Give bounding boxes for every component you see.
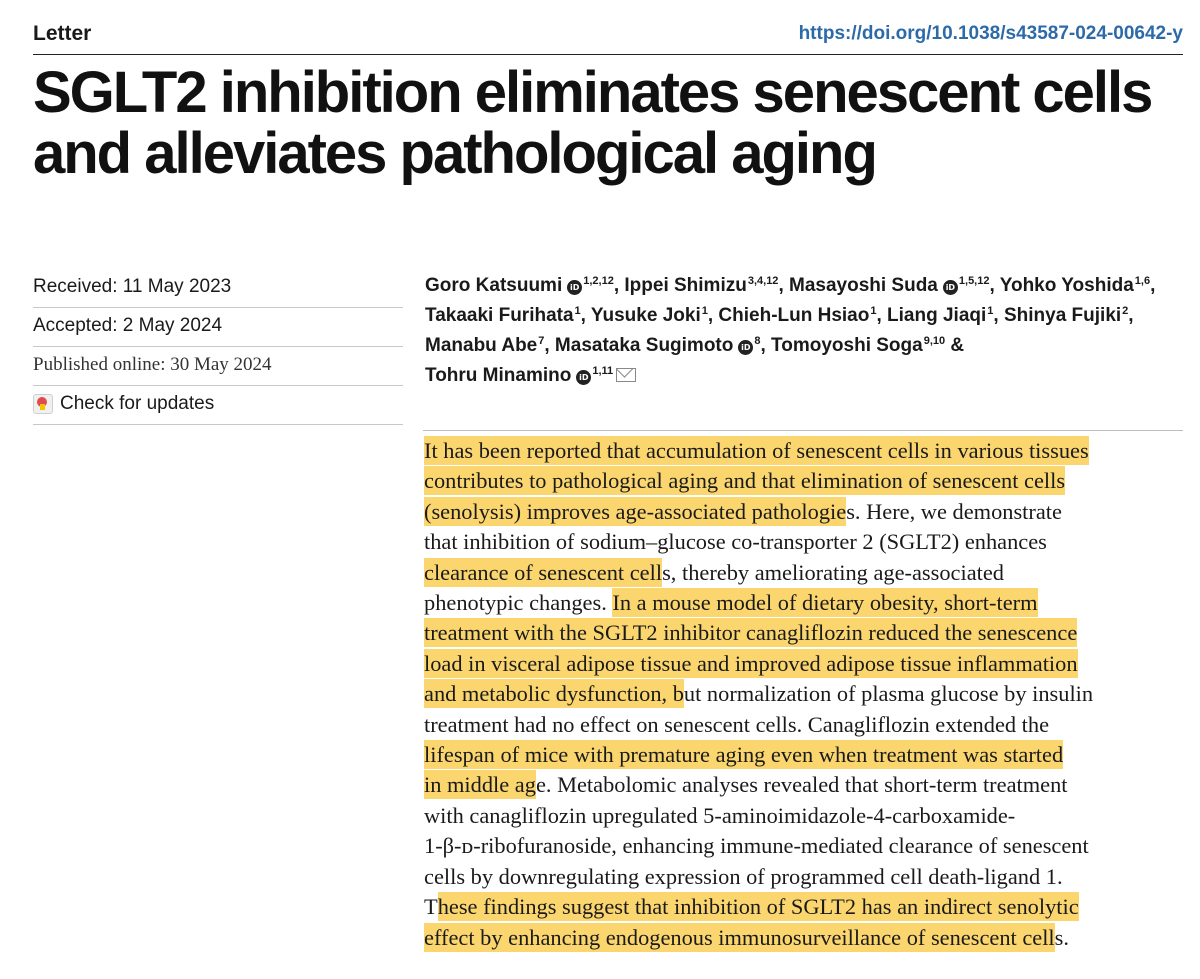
author-line-2	[425, 302, 1185, 332]
author-name[interactable]: Tohru Minamino	[425, 365, 572, 386]
abstract-line: with canagliflozin upregulated 5-aminoimidazole-4-carboxamide-	[424, 802, 1016, 828]
abstract-line	[424, 588, 1189, 618]
affiliation-sup[interactable]: 1	[574, 305, 581, 317]
abstract-line	[424, 679, 1189, 709]
author-name[interactable]: Takaaki Furihata	[425, 305, 574, 326]
check-for-updates-label: Check for updates	[60, 393, 215, 414]
top-bar	[33, 22, 1183, 55]
highlighted-text: contributes to pathological aging and that elimination of senescent cells	[424, 468, 1066, 494]
highlighted-text: treatment with the SGLT2 inhibitor canagliflozin reduced the senescence	[424, 620, 1078, 646]
envelope-icon[interactable]	[616, 368, 636, 382]
affiliation-sup[interactable]: 8	[754, 335, 761, 347]
abstract-line	[424, 740, 1189, 770]
abstract-line	[424, 770, 1189, 800]
abstract-text: T	[424, 894, 438, 920]
author-name[interactable]: , Masayoshi Suda	[778, 275, 938, 296]
affiliation-sup[interactable]: 7	[538, 335, 545, 347]
orcid-icon[interactable]: iD	[738, 340, 753, 355]
orcid-icon[interactable]: iD	[943, 280, 958, 295]
author-name[interactable]: , Chieh-Lun Hsiao	[707, 305, 870, 326]
highlighted-text: In a mouse model of dietary obesity, short-term	[612, 590, 1038, 616]
abstract-line	[424, 892, 1189, 922]
published-date: Published online: 30 May 2024	[33, 347, 403, 386]
affiliation-sup[interactable]: 3,4,12	[747, 275, 779, 287]
author-line-4	[425, 362, 1185, 392]
orcid-icon[interactable]: iD	[576, 370, 591, 385]
affiliation-sup[interactable]: 2	[1122, 305, 1129, 317]
received-date: Received: 11 May 2023	[33, 270, 403, 308]
highlighted-text: clearance of senescent cell	[424, 559, 663, 585]
affiliation-sup[interactable]: 1	[870, 305, 877, 317]
abstract-line	[424, 618, 1189, 648]
abstract-text: s.	[1054, 924, 1069, 950]
separator: ,	[1150, 275, 1156, 296]
abstract-text: ut normalization of plasma glucose by insulin	[683, 681, 1094, 707]
author-name[interactable]: Manabu Abe	[425, 335, 538, 356]
abstract-line	[424, 649, 1189, 679]
author-name[interactable]: , Shinya Fujiki	[993, 305, 1122, 326]
affiliation-sup[interactable]: 9,10	[923, 335, 946, 347]
affiliation-sup[interactable]: 1,11	[592, 365, 614, 377]
abstract-line	[424, 497, 1189, 527]
author-line-3	[425, 332, 1185, 362]
title-line-1: SGLT2 inhibition eliminates senescent cells	[33, 60, 1152, 125]
author-name[interactable]: , Masataka Sugimoto	[544, 335, 734, 356]
highlighted-text: load in visceral adipose tissue and improved adipose tissue inflammation	[424, 650, 1078, 676]
author-name[interactable]: Goro Katsuumi	[425, 275, 563, 296]
author-name[interactable]: , Ippei Shimizu	[613, 275, 747, 296]
affiliation-sup[interactable]: 1,2,12	[583, 275, 614, 287]
author-list	[425, 272, 1185, 392]
accepted-date: Accepted: 2 May 2024	[33, 308, 403, 347]
abstract-line	[424, 436, 1189, 466]
author-line-1	[425, 272, 1185, 302]
abstract-line	[424, 923, 1189, 953]
author-name[interactable]: , Tomoyoshi Soga	[760, 335, 923, 356]
author-separator: &	[945, 335, 965, 356]
abstract-divider	[423, 430, 1183, 431]
author-name[interactable]: , Yusuke Joki	[580, 305, 701, 326]
author-name[interactable]: , Liang Jiaqi	[876, 305, 987, 326]
affiliation-sup[interactable]: 1,6	[1134, 275, 1151, 287]
highlighted-text: in middle ag	[424, 772, 536, 798]
doi-link[interactable]: https://doi.org/10.1038/s43587-024-00642-y	[798, 23, 1183, 44]
separator: ,	[1128, 305, 1134, 326]
abstract-text: e. Metabolomic analyses revealed that short-term treatment	[535, 772, 1068, 798]
affiliation-sup[interactable]: 1	[987, 305, 994, 317]
affiliation-sup[interactable]: 1	[701, 305, 708, 317]
abstract-line	[424, 558, 1189, 588]
affiliation-sup[interactable]: 1,5,12	[958, 275, 990, 287]
highlighted-text: It has been reported that accumulation of senescent cells in various tissues	[424, 438, 1089, 463]
abstract-text: s. Here, we demonstrate	[846, 498, 1062, 524]
author-name[interactable]: , Yohko Yoshida	[989, 275, 1134, 296]
highlighted-text: lifespan of mice with premature aging even when treatment was started	[424, 742, 1064, 768]
check-for-updates-button[interactable]	[33, 386, 403, 425]
title-line-2: and alleviates pathological aging	[33, 121, 876, 186]
abstract-line: treatment had no effect on senescent cells. Canagliflozin extended the	[424, 711, 1050, 737]
article-type: Letter	[33, 22, 92, 45]
abstract-text: s, thereby ameliorating age-associated	[662, 559, 1005, 585]
check-for-updates-icon	[33, 394, 53, 414]
highlighted-text: effect by enhancing endogenous immunosurveillance of senescent cell	[424, 924, 1055, 950]
article-history	[33, 270, 403, 425]
abstract	[424, 436, 1189, 953]
abstract-line	[424, 466, 1189, 496]
highlighted-text: and metabolic dysfunction, b	[424, 681, 684, 707]
highlighted-text: hese findings suggest that inhibition of SGLT2 has an indirect senolytic	[437, 894, 1079, 920]
abstract-text: phenotypic changes.	[424, 590, 613, 616]
highlighted-text: (senolysis) improves age-associated pathologie	[424, 498, 847, 524]
article-title	[33, 62, 1183, 184]
abstract-line: that inhibition of sodium–glucose co-transporter 2 (SGLT2) enhances	[424, 529, 1047, 555]
orcid-icon[interactable]: iD	[567, 280, 582, 295]
abstract-line: cells by downregulating expression of programmed cell death-ligand 1.	[424, 863, 1063, 889]
abstract-line: 1-β-ᴅ-ribofuranoside, enhancing immune-mediated clearance of senescent	[424, 833, 1089, 859]
